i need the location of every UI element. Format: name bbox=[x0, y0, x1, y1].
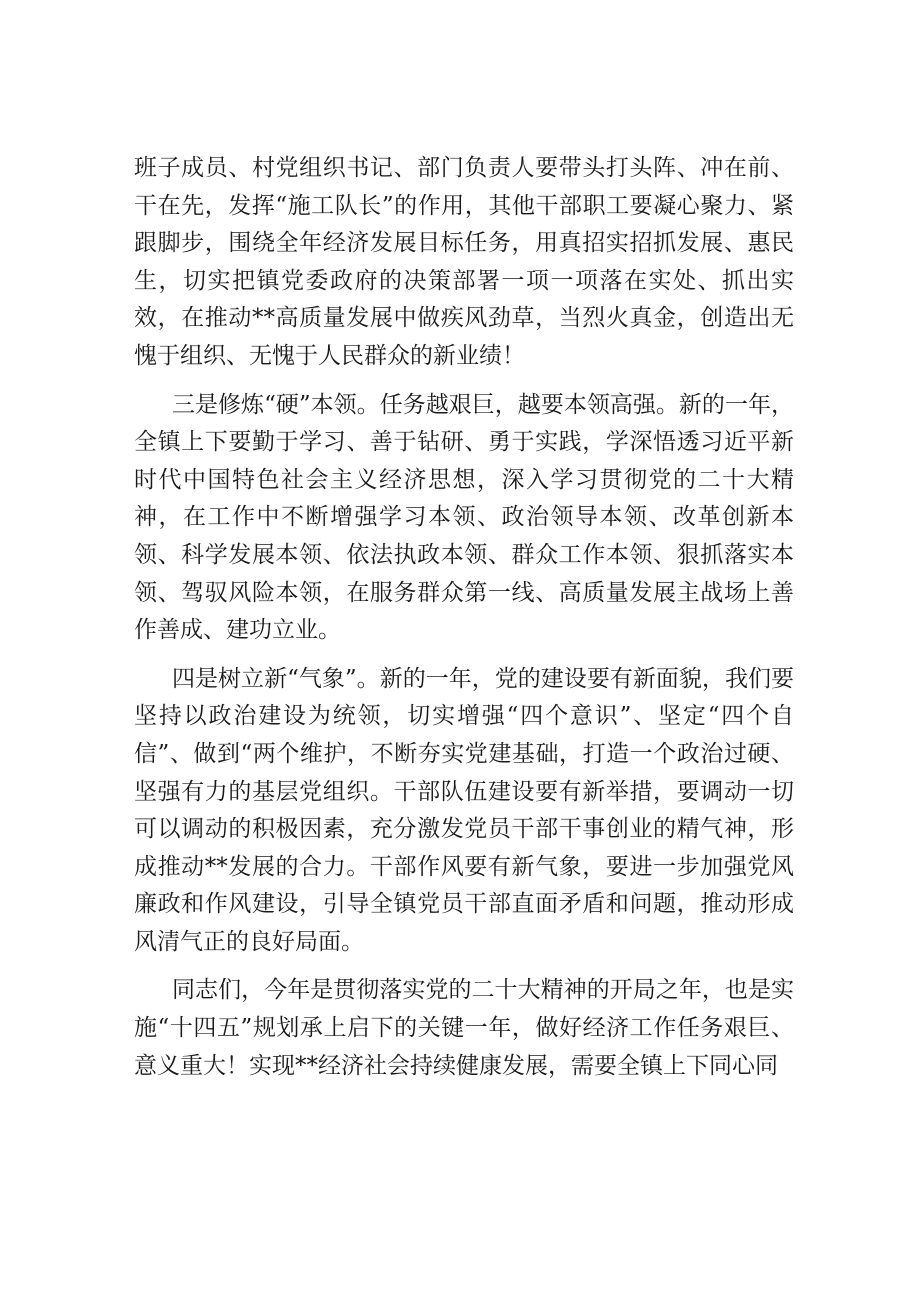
paragraph-continuation: 班子成员、村党组织书记、部门负责人要带头打头阵、冲在前、干在先，发挥“施工队长”的作用，其他干部职工要凝心聚力、紧跟脚步，围绕全年经济发展目标任务，用真招实招抓发展、惠民生，切实把镇党委政府的决策部署一项一项落在实处、抓出实效，在推动**高质量发展中做疾风劲草，当烈火真金，创造出无愧于组织、无愧于人民群众的新业绩！ bbox=[134, 155, 794, 369]
paragraph-point-four: 四是树立新“气象”。新的一年，党的建设要有新面貌，我们要坚持以政治建设为统领，切实增强“四个意识”、坚定“四个自信”、做到“两个维护，不断夯实党建基础，打造一个政治过硬、坚强有力的基层党组织。干部队伍建设要有新举措，要调动一切可以调动的积极因素，充分激发党员干部干事创业的精气神，形成推动**发展的合力。干部作风要有新气象，要进一步加强党风廉政和作风建设，引导全镇党员干部直面矛盾和问题，推动形成风清气正的良好局面。 bbox=[134, 665, 794, 955]
paragraph-point-three: 三是修炼“硬”本领。任务越艰巨，越要本领高强。新的一年，全镇上下要勤于学习、善于钻研、勇于实践，学深悟透习近平新时代中国特色社会主义经济思想，深入学习贯彻党的二十大精神，在工作中不断增强学习本领、政治领导本领、改革创新本领、科学发展本领、依法执政本领、群众工作本领、狠抓落实本领、驾驭风险本领，在服务群众第一线、高质量发展主战场上善作善成、建功立业。 bbox=[134, 391, 794, 644]
paragraph-comrades: 同志们，今年是贯彻落实党的二十大精神的开局之年，也是实施“十四五”规划承上启下的关键一年，做好经济工作任务艰巨、意义重大！实现**经济社会持续健康发展，需要全镇上下同心同 bbox=[134, 977, 794, 1079]
document-body bbox=[134, 150, 794, 1085]
